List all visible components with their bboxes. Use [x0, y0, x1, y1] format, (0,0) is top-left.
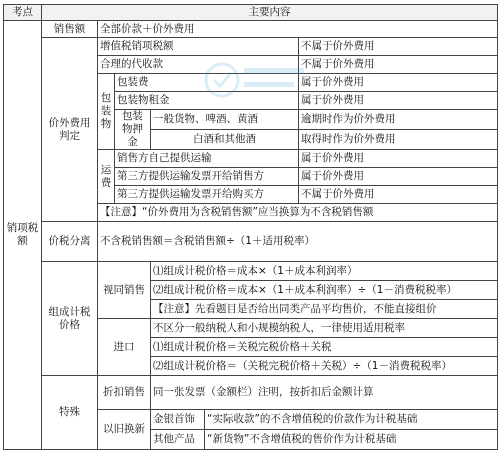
- deposit-liquor-label: 白酒和其他酒: [151, 130, 299, 150]
- tradein-gold-label: 金银首饰: [151, 410, 205, 430]
- trans-seller-label: 第三方提供运输发票开给销售方: [115, 168, 299, 186]
- section-label: [4, 21, 42, 450]
- header-point: 考点: [4, 5, 42, 21]
- pkg-rent-label: 包装物租金: [115, 92, 299, 110]
- fee-vat-result: 不属于价外费用: [299, 38, 498, 56]
- trans-buyer-label: 第三方提供运输发票开给购买方: [115, 186, 299, 204]
- pkg-group-label: 包装物: [98, 74, 115, 150]
- table-row: [4, 38, 498, 56]
- table-row: [4, 262, 498, 281]
- transport-group-label: 运费: [98, 150, 115, 204]
- tax-content-table: [3, 4, 498, 450]
- tradein-label: 以旧换新: [98, 410, 151, 450]
- section-text: 销项税额: [6, 222, 39, 247]
- separation-formula: 不含税销售额＝含税销售额÷（1＋适用税率）: [98, 222, 498, 262]
- deposit-group-label: 包装物押金: [115, 110, 151, 150]
- pkg-fee-label: 包装费: [115, 74, 299, 92]
- special-label: 特殊: [42, 376, 98, 450]
- table-row: [4, 376, 498, 410]
- fee-agency-result: 不属于价外费用: [299, 56, 498, 74]
- deposit-general-label: 一般货物、啤酒、黄酒: [151, 110, 299, 130]
- import-line2: ⑵组成计税价格＝（关税完税价格＋关税）÷（1－消费税税率）: [151, 357, 498, 376]
- import-line0: 不区分一般纳税人和小规模纳税人，一律使用适用税率: [151, 319, 498, 338]
- deposit-liquor-result: 取得时作为价外费用: [299, 130, 498, 150]
- deemed-line1: ⑴组成计税价格＝成本×（1＋成本利润率）: [151, 262, 498, 281]
- discount-label: 折扣销售: [98, 376, 151, 410]
- header-row: [4, 5, 498, 21]
- fee-agency-label: 合理的代收款: [98, 56, 299, 74]
- sales-label: 销售额: [42, 21, 98, 38]
- trans-self-result: 属于价外费用: [299, 150, 498, 168]
- import-line1: ⑴组成计税价格＝关税完税价格＋关税: [151, 338, 498, 357]
- trans-seller-result: 属于价外费用: [299, 168, 498, 186]
- table-row: [4, 222, 498, 262]
- discount-text: 同一张发票（金额栏）注明，按折扣后金额计算: [151, 376, 498, 410]
- trans-self-label: 销售方自己提供运输: [115, 150, 299, 168]
- tradein-gold-text: “实际收款”的不含增值税的价款作为计税基础: [205, 410, 498, 430]
- import-label: 进口: [98, 319, 151, 376]
- pkg-fee-result: 属于价外费用: [299, 74, 498, 92]
- pkg-rent-result: 属于价外费用: [299, 92, 498, 110]
- header-content: 主要内容: [42, 5, 498, 21]
- sales-text: 全部价款＋价外费用: [98, 21, 498, 38]
- fee-label: 价外费用判定: [42, 38, 98, 222]
- deemed-label: 视同销售: [98, 262, 151, 319]
- separation-label: 价税分离: [42, 222, 98, 262]
- tradein-other-label: 其他产品: [151, 430, 205, 450]
- table-row: [4, 21, 498, 38]
- deposit-general-result: 逾期时作为价外费用: [299, 110, 498, 130]
- fee-note: 【注意】“价外费用为含税销售额”应当换算为不含税销售额: [98, 204, 498, 222]
- deemed-line2: ⑵组成计税价格＝成本×（1＋成本利润率）÷（1－消费税税率）: [151, 281, 498, 300]
- deemed-note: 【注意】先看题目是否给出同类产品平均售价，不能直接组价: [151, 300, 498, 319]
- tradein-other-text: “新货物”不含增值税的售价作为计税基础: [205, 430, 498, 450]
- fee-vat-label: 增值税销项税额: [98, 38, 299, 56]
- composite-label: 组成计税价格: [42, 262, 98, 376]
- trans-buyer-result: 不属于价外费用: [299, 186, 498, 204]
